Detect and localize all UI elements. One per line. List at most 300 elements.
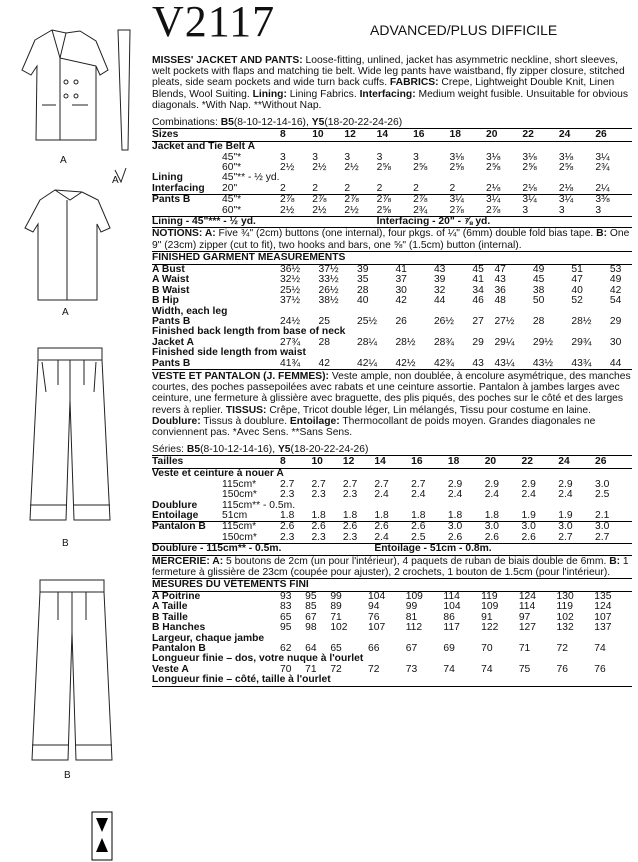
measurement-subheading-row bbox=[152, 348, 632, 358]
row-label: Interfacing bbox=[152, 182, 205, 194]
measurement-value: 71 bbox=[305, 663, 317, 675]
pants-front-illustration bbox=[30, 348, 110, 520]
measurement-value: 83 bbox=[280, 601, 292, 613]
row-label: A Waist bbox=[152, 274, 189, 286]
row-label: Entoilage bbox=[152, 509, 199, 521]
measurement-value: 44 bbox=[609, 357, 622, 369]
fabrics-label: FABRICS: bbox=[387, 77, 439, 89]
measurements-title: MESURES DU VÊTEMENTS FINI bbox=[152, 579, 632, 592]
yardage-value: 2.4 bbox=[374, 489, 389, 501]
french-notions: MERCERIE: A: 5 boutons de 2cm (un pour l'intérieur), 4 paquets de ruban de biais double de 6mm. B: 1 fermeture à glissière de 23cm (coupée pour ajuster), 2 crochets, 1 bouton de 1.5cm (pour l'intérieur). bbox=[152, 555, 629, 578]
view-heading-row bbox=[152, 142, 632, 153]
measurement-value: 26½ bbox=[433, 315, 454, 327]
yardage-value: 3.0 bbox=[595, 478, 610, 490]
measurement-value: 74 bbox=[594, 643, 606, 655]
table-cell bbox=[152, 153, 222, 163]
measurement-value: 76 bbox=[368, 611, 380, 623]
yardage-value: 2.7 bbox=[411, 478, 426, 490]
french-measurements-table bbox=[152, 578, 632, 687]
table-cell: 45"* bbox=[222, 195, 280, 206]
measurement-value: 74 bbox=[443, 663, 455, 675]
measurement-value: 29 bbox=[609, 315, 622, 327]
measurement-value: 107 bbox=[368, 622, 386, 634]
pants-lining-note: Lining - 45"*** - ½ yd. bbox=[152, 217, 377, 228]
lining-label-fr: Doublure: bbox=[152, 415, 201, 427]
yardage-value: 2 bbox=[413, 182, 419, 194]
yardage-value: 2.9 bbox=[558, 478, 573, 490]
yardage-value: 2½ bbox=[344, 162, 359, 174]
sizes-header-row bbox=[152, 129, 632, 142]
measurement-value: 122 bbox=[481, 622, 499, 634]
measurement-subheading-row bbox=[152, 327, 632, 337]
table-cell bbox=[152, 533, 222, 544]
measurement-value: 97 bbox=[518, 611, 531, 623]
measurement-value: 28¼ bbox=[356, 336, 378, 348]
measurement-value: 102 bbox=[556, 611, 574, 623]
yardage-value: 1.9 bbox=[521, 509, 536, 521]
yardage-value: 2.3 bbox=[280, 531, 295, 543]
measurement-value: 81 bbox=[405, 611, 418, 623]
yardage-value: 2.6 bbox=[521, 531, 536, 543]
yardage-value: 2 bbox=[312, 182, 318, 194]
measurement-value: 28½ bbox=[571, 315, 592, 327]
size-header: 18 bbox=[450, 129, 486, 142]
measurement-value: 102 bbox=[330, 622, 348, 634]
measurement-value: 104 bbox=[368, 591, 386, 603]
yardage-value: 2½ bbox=[280, 204, 295, 216]
measurement-value: 39 bbox=[433, 274, 446, 286]
measurement-value: 28 bbox=[356, 284, 369, 296]
measurement-value: 24½ bbox=[280, 315, 301, 327]
sizes-label: Tailles bbox=[152, 456, 222, 469]
measurement-value: 32 bbox=[433, 284, 446, 296]
yardage-value: 3 bbox=[312, 151, 318, 163]
measurement-value: 91 bbox=[481, 611, 493, 623]
measurement-value: 114 bbox=[518, 601, 536, 613]
yardage-value: 2.9 bbox=[484, 478, 500, 490]
yardage-value: 2.3 bbox=[311, 489, 326, 501]
table-cell: 60"* bbox=[222, 204, 242, 216]
yardage-row bbox=[152, 206, 632, 217]
interfacing-label: Interfacing: bbox=[356, 88, 416, 100]
size-header: 12 bbox=[343, 456, 374, 469]
measurement-row bbox=[152, 264, 632, 275]
size-header: 14 bbox=[377, 129, 413, 142]
measurement-value: 43 bbox=[433, 263, 446, 275]
view-heading: Jacket and Tie Belt A bbox=[152, 141, 256, 153]
measurement-row bbox=[152, 296, 632, 306]
measurement-value: 36½ bbox=[280, 263, 301, 275]
yardage-value: 3¼ bbox=[486, 195, 522, 206]
measurement-value: 124 bbox=[594, 601, 612, 613]
english-yardage-table bbox=[152, 128, 632, 228]
yardage-value: 2½ bbox=[312, 162, 327, 174]
size-header: 20 bbox=[486, 129, 522, 142]
size-header: 22 bbox=[522, 129, 558, 142]
pants-footer-row bbox=[152, 217, 632, 228]
measurement-value: 99 bbox=[330, 591, 342, 603]
table-cell bbox=[222, 592, 280, 603]
yardage-value: 2⅞ bbox=[449, 204, 464, 216]
measurement-value: 70 bbox=[481, 643, 493, 655]
measurement-subheading: Longueur finie – dos, votre nuque à l'ourlet bbox=[152, 653, 364, 665]
yardage-value: 3 bbox=[558, 204, 565, 216]
measurement-value: 72 bbox=[330, 663, 342, 675]
table-cell: 60"* bbox=[222, 162, 242, 174]
difficulty-level: ADVANCED/PLUS DIFFICILE bbox=[370, 22, 558, 38]
yardage-value: 3¼ bbox=[559, 195, 595, 206]
measurement-value: 119 bbox=[481, 591, 498, 603]
yardage-value: 3 bbox=[280, 151, 286, 163]
yardage-value: 1.9 bbox=[558, 509, 573, 521]
measurement-value: 117 bbox=[443, 622, 460, 634]
measurement-value: 72 bbox=[556, 643, 568, 655]
size-header: 22 bbox=[521, 456, 558, 469]
measurement-value: 40 bbox=[571, 284, 583, 296]
table-cell bbox=[222, 456, 280, 469]
french-description bbox=[152, 371, 632, 438]
measurement-value: 42 bbox=[609, 284, 622, 296]
yardage-value: 2.4 bbox=[558, 489, 573, 501]
size-header: 10 bbox=[312, 129, 344, 142]
yardage-value: 2⅞ bbox=[485, 204, 501, 216]
measurement-value: 127 bbox=[518, 622, 537, 634]
yardage-value: 2.7 bbox=[558, 531, 573, 543]
measurement-value: 98 bbox=[305, 622, 317, 634]
yardage-value: 2⅞ bbox=[413, 195, 449, 206]
measurement-value: 25½ bbox=[356, 315, 378, 327]
measurement-value: 37½ bbox=[280, 295, 301, 307]
yardage-value: 2½ bbox=[312, 204, 327, 216]
pants-footer-row bbox=[152, 544, 632, 555]
measurements-title-row bbox=[152, 579, 632, 592]
measurement-value: 42¼ bbox=[356, 357, 378, 369]
measurement-value: 67 bbox=[405, 643, 418, 655]
english-measurements-table bbox=[152, 251, 632, 370]
yardage-value: 3⅛ bbox=[485, 151, 501, 163]
measurement-value: 66 bbox=[368, 643, 380, 655]
yardage-value: 1.8 bbox=[342, 509, 358, 521]
measurement-value: 49 bbox=[532, 263, 545, 275]
row-label: B Waist bbox=[152, 284, 190, 296]
yardage-value: 2 bbox=[344, 182, 351, 194]
yardage-value: 2.6 bbox=[311, 522, 342, 533]
lining-text-fr: Tissus à doublure. bbox=[200, 415, 290, 427]
table-cell bbox=[222, 296, 280, 306]
yardage-value: 2.6 bbox=[374, 522, 411, 533]
yardage-value: 1.8 bbox=[484, 509, 500, 521]
measurement-value: 107 bbox=[594, 611, 612, 623]
measurement-value: 29¼ bbox=[494, 336, 515, 348]
table-cell bbox=[222, 275, 280, 285]
measurement-value: 75 bbox=[518, 663, 531, 675]
measurement-value: 71 bbox=[518, 643, 531, 655]
row-label: B Taille bbox=[152, 611, 188, 623]
measurement-value: 43¼ bbox=[494, 357, 515, 369]
measurement-value: 53 bbox=[609, 263, 622, 275]
row-label: A Taille bbox=[152, 601, 188, 613]
size-header: 16 bbox=[413, 129, 449, 142]
yardage-value: 2⅝ bbox=[413, 162, 428, 174]
yardage-value: 2.4 bbox=[374, 531, 389, 543]
yardage-value: 2 bbox=[449, 182, 456, 194]
view-label-b-back: B bbox=[64, 770, 71, 781]
row-label: Pants B bbox=[152, 357, 191, 369]
measurement-value: 40 bbox=[356, 295, 369, 307]
yardage-value: 3.0 bbox=[595, 522, 632, 533]
size-header: 18 bbox=[448, 456, 485, 469]
row-label: B Hanches bbox=[152, 622, 206, 634]
illustration-column bbox=[0, 0, 152, 862]
yardage-value: 2⅝ bbox=[376, 162, 391, 174]
pants-interfacing-note: Interfacing - 20" - ⅞ yd. bbox=[377, 217, 632, 228]
yardage-value: 2.6 bbox=[343, 522, 374, 533]
size-header: 16 bbox=[411, 456, 448, 469]
yardage-value: 2.3 bbox=[342, 531, 358, 543]
size-header: 12 bbox=[344, 129, 376, 142]
measurement-value: 85 bbox=[305, 601, 317, 613]
yardage-value: 2½ bbox=[344, 204, 359, 216]
interfacing-text-fr: Thermocollant de poids moyen. Grandes diagonales ne conviennent pas. *Avec Sens. **Sans Sens. bbox=[152, 415, 596, 438]
measurement-value: 109 bbox=[405, 591, 423, 603]
yardage-value: 2¾ bbox=[595, 162, 610, 174]
measurement-value: 72 bbox=[368, 663, 380, 675]
measurement-subheading: Finished side length from waist bbox=[152, 347, 306, 359]
table-cell: 51cm bbox=[222, 509, 248, 521]
table-cell: 150cm* bbox=[222, 489, 257, 501]
description-title: MISSES' JACKET AND PANTS: bbox=[152, 55, 303, 66]
sizes-label: Sizes bbox=[152, 129, 222, 142]
yardage-value: 2⅞ bbox=[377, 195, 413, 206]
description-text: Loose-fitting, unlined, jacket has asymmetric neckline, short sleeves, welt pockets with flaps and matching tie belt. Wide leg pants have waistband, fly zipper closure, stitched pleats, side seam pockets and wide turn back cuffs. bbox=[152, 55, 625, 89]
measurement-value: 38 bbox=[532, 284, 545, 296]
size-header: 26 bbox=[595, 129, 632, 142]
table-cell bbox=[222, 286, 280, 296]
yardage-value: 2.9 bbox=[447, 478, 463, 490]
size-header: 14 bbox=[374, 456, 411, 469]
measurement-subheading: Largeur, chaque jambe bbox=[152, 632, 265, 644]
measurement-value: 46 bbox=[472, 295, 484, 307]
measurement-subheading: Finished back length from base of neck bbox=[152, 326, 346, 338]
fabrics-text: Crepe, Lightweight Double Knit, Linen Blends, Wool Suiting. bbox=[152, 77, 615, 100]
table-cell: Pantalon B bbox=[152, 522, 222, 533]
table-cell: 115cm** - 0.5m. bbox=[222, 499, 296, 511]
jacket-back-illustration bbox=[25, 190, 110, 300]
yardage-row bbox=[152, 533, 632, 544]
measurement-value: 42 bbox=[395, 295, 407, 307]
size-header: 24 bbox=[559, 129, 595, 142]
table-cell bbox=[222, 613, 280, 623]
measurement-value: 94 bbox=[368, 601, 380, 613]
measurement-value: 42 bbox=[318, 357, 330, 369]
yardage-value: 3 bbox=[522, 204, 529, 216]
jacket-front-illustration bbox=[22, 30, 130, 182]
table-cell bbox=[152, 206, 222, 217]
yardage-value: 2¼ bbox=[595, 182, 610, 194]
yardage-value: 2.9 bbox=[521, 478, 536, 490]
measurement-value: 41¾ bbox=[280, 357, 301, 369]
measurement-value: 28¾ bbox=[433, 336, 454, 348]
yardage-value: 1.8 bbox=[280, 509, 295, 521]
view-label-a: A bbox=[60, 155, 67, 166]
measurement-value: 30 bbox=[609, 336, 622, 348]
measurement-value: 47 bbox=[494, 263, 506, 275]
yardage-value: 3 bbox=[595, 204, 602, 216]
measurement-value: 76 bbox=[556, 663, 568, 675]
interfacing-text: Medium weight fusible. Unsuitable for obvious diagonals. *With Nap. **Without Nap. bbox=[152, 88, 628, 111]
fabrics-label-fr: TISSUS: bbox=[225, 404, 267, 416]
measurement-value: 112 bbox=[405, 622, 423, 634]
yardage-value: 2.4 bbox=[484, 489, 500, 501]
measurement-value: 26½ bbox=[318, 284, 339, 296]
measurement-value: 28 bbox=[532, 315, 545, 327]
fabrics-text-fr: Crêpe, Tricot double léger, Lin mélangés, Tissu pour costume en laine. bbox=[266, 404, 592, 416]
measurement-value: 114 bbox=[443, 591, 460, 603]
yardage-value: 3.0 bbox=[485, 522, 522, 533]
view-label-b: B bbox=[62, 538, 69, 549]
row-label: Lining bbox=[152, 172, 183, 184]
measurement-value: 27¾ bbox=[280, 336, 301, 348]
yardage-value: 2.6 bbox=[484, 531, 500, 543]
measurement-value: 62 bbox=[280, 643, 292, 655]
yardage-value: 3 bbox=[376, 151, 383, 163]
yardage-value: 3⅛ bbox=[449, 151, 464, 163]
table-cell bbox=[222, 264, 280, 275]
measurement-value: 35 bbox=[356, 274, 369, 286]
yardage-value: 3¼ bbox=[595, 151, 610, 163]
measurement-value: 42½ bbox=[395, 357, 416, 369]
measurement-value: 28 bbox=[318, 336, 330, 348]
yardage-value: 2.6 bbox=[411, 522, 448, 533]
measurement-value: 130 bbox=[556, 591, 574, 603]
row-label: Jacket A bbox=[152, 336, 194, 348]
measurement-value: 89 bbox=[330, 601, 342, 613]
measurement-value: 95 bbox=[280, 622, 292, 634]
yardage-value: 2.3 bbox=[342, 489, 358, 501]
size-header: 24 bbox=[558, 456, 595, 469]
yardage-value: 3 bbox=[344, 151, 351, 163]
view-label-a-belt: A bbox=[112, 175, 119, 186]
yardage-value: 3.0 bbox=[448, 522, 485, 533]
measurement-value: 76 bbox=[594, 663, 606, 675]
view-label-a-back: A bbox=[62, 307, 69, 318]
interfacing-row bbox=[152, 511, 632, 522]
yardage-value: 2.1 bbox=[595, 509, 610, 521]
yardage-value: 2⅞ bbox=[312, 195, 344, 206]
measurement-value: 51 bbox=[571, 263, 583, 275]
measurement-value: 49 bbox=[609, 274, 622, 286]
row-label: Pants B bbox=[152, 315, 191, 327]
measurement-value: 67 bbox=[305, 611, 317, 623]
text-column bbox=[152, 55, 632, 687]
lining-text: Lining Fabrics. bbox=[286, 88, 357, 100]
measurement-value: 43 bbox=[472, 357, 484, 369]
table-cell: 20" bbox=[222, 182, 238, 194]
measurement-value: 73 bbox=[405, 663, 418, 675]
yardage-value: 2⅞ bbox=[280, 195, 312, 206]
measurement-value: 71 bbox=[330, 611, 342, 623]
measurement-value: 29¾ bbox=[571, 336, 592, 348]
french-combinations: Séries: B5(8-10-12-14-16), Y5(18-20-22-24-26) bbox=[152, 444, 369, 456]
lining-label: Lining: bbox=[252, 88, 287, 100]
yardage-value: 3¼ bbox=[450, 195, 486, 206]
yardage-value: 3¼ bbox=[522, 195, 558, 206]
yardage-value: 2.5 bbox=[595, 489, 610, 501]
measurement-value: 95 bbox=[305, 591, 317, 603]
measurement-value: 54 bbox=[609, 295, 622, 307]
pattern-number: V2117 bbox=[152, 0, 276, 46]
measurement-value: 104 bbox=[443, 601, 461, 613]
measurement-value: 47 bbox=[571, 274, 583, 286]
yardage-value: 2.6 bbox=[447, 531, 463, 543]
measurement-value: 25 bbox=[318, 315, 330, 327]
measurement-value: 43 bbox=[494, 274, 506, 286]
table-cell bbox=[222, 129, 280, 142]
measurement-value: 52 bbox=[571, 295, 583, 307]
size-header: 8 bbox=[280, 129, 312, 142]
yardage-value: 3 bbox=[413, 151, 419, 163]
yardage-value: 2.3 bbox=[311, 531, 326, 543]
table-cell: 150cm* bbox=[222, 531, 257, 543]
yardage-value: 1.8 bbox=[311, 509, 326, 521]
row-label: A Poitrine bbox=[152, 591, 201, 603]
row-label: Veste A bbox=[152, 663, 189, 675]
measurement-value: 124 bbox=[518, 591, 537, 603]
measurement-value: 27½ bbox=[494, 315, 515, 327]
yardage-value: 2⅛ bbox=[522, 182, 537, 194]
yardage-value: 2.5 bbox=[411, 531, 426, 543]
measurement-value: 137 bbox=[594, 622, 612, 634]
yardage-value: 1.8 bbox=[447, 509, 463, 521]
measurement-value: 41 bbox=[472, 274, 484, 286]
measurement-value: 50 bbox=[532, 295, 545, 307]
pants-lining-note: Doublure - 115cm** - 0.5m. bbox=[152, 544, 374, 555]
yardage-value: 3⅜ bbox=[595, 195, 632, 206]
yardage-value: 3.0 bbox=[521, 522, 558, 533]
table-cell: 45"** - ½ yd. bbox=[222, 172, 280, 184]
yardage-value: 2.7 bbox=[595, 531, 610, 543]
measurement-row bbox=[152, 359, 632, 370]
measurement-value: 69 bbox=[443, 643, 455, 655]
row-label: A Bust bbox=[152, 263, 185, 275]
measurement-value: 29 bbox=[472, 336, 484, 348]
measurement-value: 37½ bbox=[318, 263, 339, 275]
measurement-value: 119 bbox=[556, 601, 573, 613]
garment-illustrations bbox=[0, 0, 152, 862]
measurement-subheading-row bbox=[152, 307, 632, 317]
measurement-value: 42¾ bbox=[433, 357, 454, 369]
pants-interfacing-note: Entoilage - 51cm - 0.8m. bbox=[374, 544, 632, 555]
measurement-value: 25½ bbox=[280, 284, 301, 296]
yardage-value: 2⅝ bbox=[376, 204, 391, 216]
measurement-value: 26 bbox=[395, 315, 407, 327]
yardage-value: 2.4 bbox=[521, 489, 536, 501]
table-cell: Pants B bbox=[152, 195, 222, 206]
yardage-value: 2 bbox=[376, 182, 383, 194]
measurement-value: 135 bbox=[594, 591, 612, 603]
measurement-value: 99 bbox=[405, 601, 418, 613]
yardage-value: 2.7 bbox=[342, 478, 358, 490]
yardage-value: 2.7 bbox=[311, 478, 326, 490]
measurement-value: 64 bbox=[305, 643, 317, 655]
yardage-value: 2⅛ bbox=[485, 182, 501, 194]
measurement-subheading: Width, each leg bbox=[152, 305, 228, 317]
row-label: B Hip bbox=[152, 295, 179, 307]
yardage-value: 1.8 bbox=[411, 509, 426, 521]
english-combinations: Combinations: B5(8-10-12-14-16), Y5(18-20-22-24-26) bbox=[152, 117, 403, 129]
english-description bbox=[152, 55, 632, 111]
table-cell bbox=[222, 602, 280, 612]
